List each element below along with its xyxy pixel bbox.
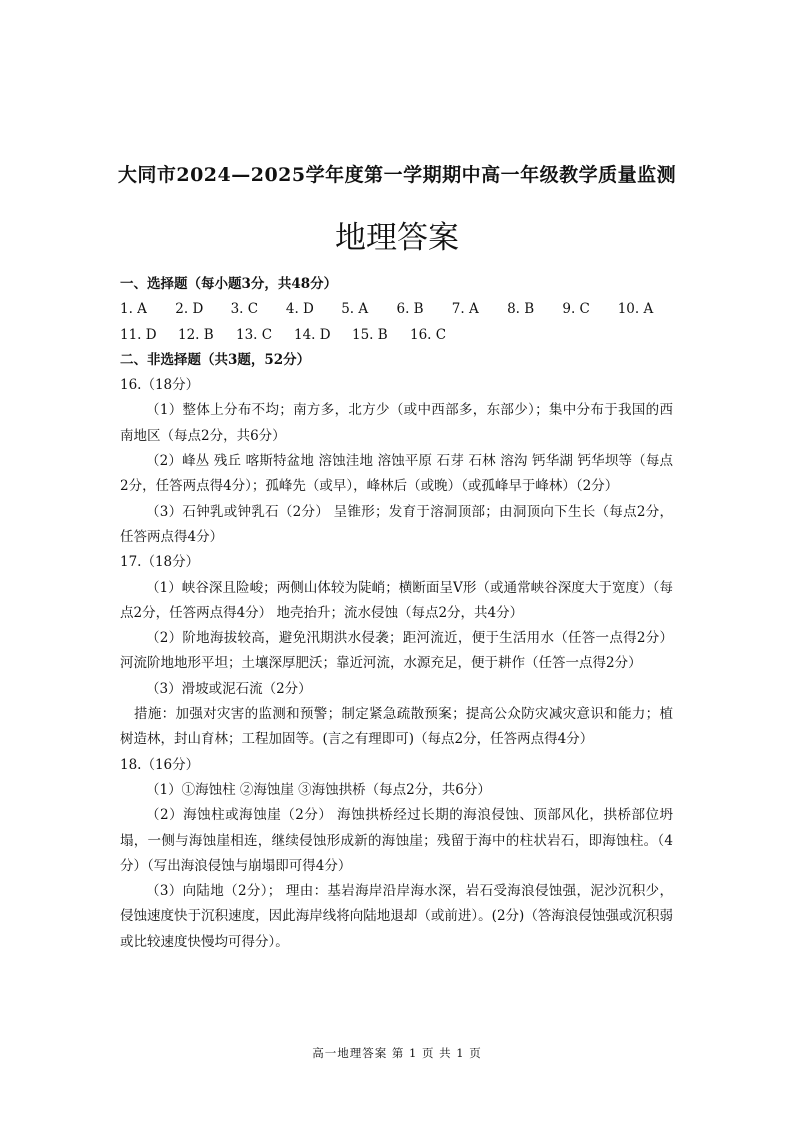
question-17-header: 17.（18分） [120,554,200,571]
question-17-part-1: （1）峡谷深且险峻；两侧山体较为陡峭；横断面呈V形（或通常峡谷深度大于宽度）（每点2分，任答两点得4分） 地壳抬升；流水侵蚀（每点2分，共4分） [120,579,673,621]
answer-item: 11. D [120,326,157,343]
question-16-part-2: （2）峰丛 残丘 喀斯特盆地 溶蚀洼地 溶蚀平原 石芽 石林 溶沟 钙华湖 钙华坝等（每点2分，任答两点得4分）；孤峰先（或早），峰林后（或晚）（或孤峰早于峰林）（2分） [120,453,673,495]
answer-item: 14. D [294,326,331,343]
section-open-questions-heading: 二、非选择题（共3题，52分） [120,351,311,368]
question-18-part-2: （2）海蚀柱或海蚀崖（2分） 海蚀拱桥经过长期的海浪侵蚀、顶部风化，拱桥部位坍塌，一侧与海蚀崖相连，继续侵蚀形成新的海蚀崖；残留于海中的柱状岩石，即海蚀柱。（4分）（写出海浪侵蚀与崩塌即可得4分） [120,807,673,874]
answer-item: 2. D [175,301,204,318]
answer-item: 7. A [451,301,479,318]
answer-item: 13. C [236,326,273,343]
answer-item: 6. B [396,301,424,318]
answer-item: 15. B [352,326,388,343]
question-16-part-3: （3）石钟乳或钟乳石（2分） 呈锥形；发育于溶洞顶部；由洞顶向下生长（每点2分，任答两点得4分） [120,503,673,545]
page-footer: 高一地理答案 第 1 页 共 1 页 [312,1046,482,1060]
question-18-header: 18.（16分） [120,756,200,773]
answer-row-2 [120,323,673,348]
answer-item: 5. A [341,301,369,318]
answer-item: 4. D [285,301,314,318]
answer-item: 8. B [507,301,535,318]
question-17-measures: 措施：加强对灾害的监测和预警；制定紧急疏散预案；提高公众防灾减灾意识和能力；植树造林，封山育林；工程加固等。(言之有理即可)（每点2分，任答两点得4分） [120,706,673,748]
page-title: 大同市2024—2025学年度第一学期期中高一年级教学质量监测 [117,164,677,186]
question-16-header: 16.（18分） [120,377,200,394]
question-17-part-3: （3）滑坡或泥石流（2分） [146,680,312,697]
question-17-part-2: （2）阶地海拔较高，避免汛期洪水侵袭；距河流近，便于生活用水（任答一点得2分）河流阶地地形平坦；土壤深厚肥沃；靠近河流，水源充足，便于耕作（任答一点得2分） [120,630,673,672]
section-multiple-choice-heading: 一、选择题（每小题3分，共48分） [120,276,338,292]
question-16-part-1: （1）整体上分布不均；南方多，北方少（或中西部多，东部少）；集中分布于我国的西南地区（每点2分，共6分） [120,402,673,444]
answer-item: 9. C [562,301,590,318]
question-18-part-1: （1）①海蚀柱 ②海蚀崖 ③海蚀拱桥（每点2分，共6分） [146,781,491,798]
answer-content [120,272,673,955]
document-title: 地理答案 [335,220,459,256]
answer-item: 10. A [617,301,654,318]
answer-item: 3. C [230,301,259,318]
question-18-part-3: （3）向陆地（2分）； 理由：基岩海岸沿岸海水深，岩石受海浪侵蚀强，泥沙沉积少，侵蚀速度快于沉积速度，因此海岸线将向陆地退却（或前进）。(2分)（答海浪侵蚀强或沉积弱或比较速度快慢均可得分）。 [120,883,673,950]
answer-item: 12. B [178,326,214,343]
answer-row-1 [120,297,673,322]
answer-item: 16. C [410,326,447,343]
answer-item: 1. A [120,301,147,318]
